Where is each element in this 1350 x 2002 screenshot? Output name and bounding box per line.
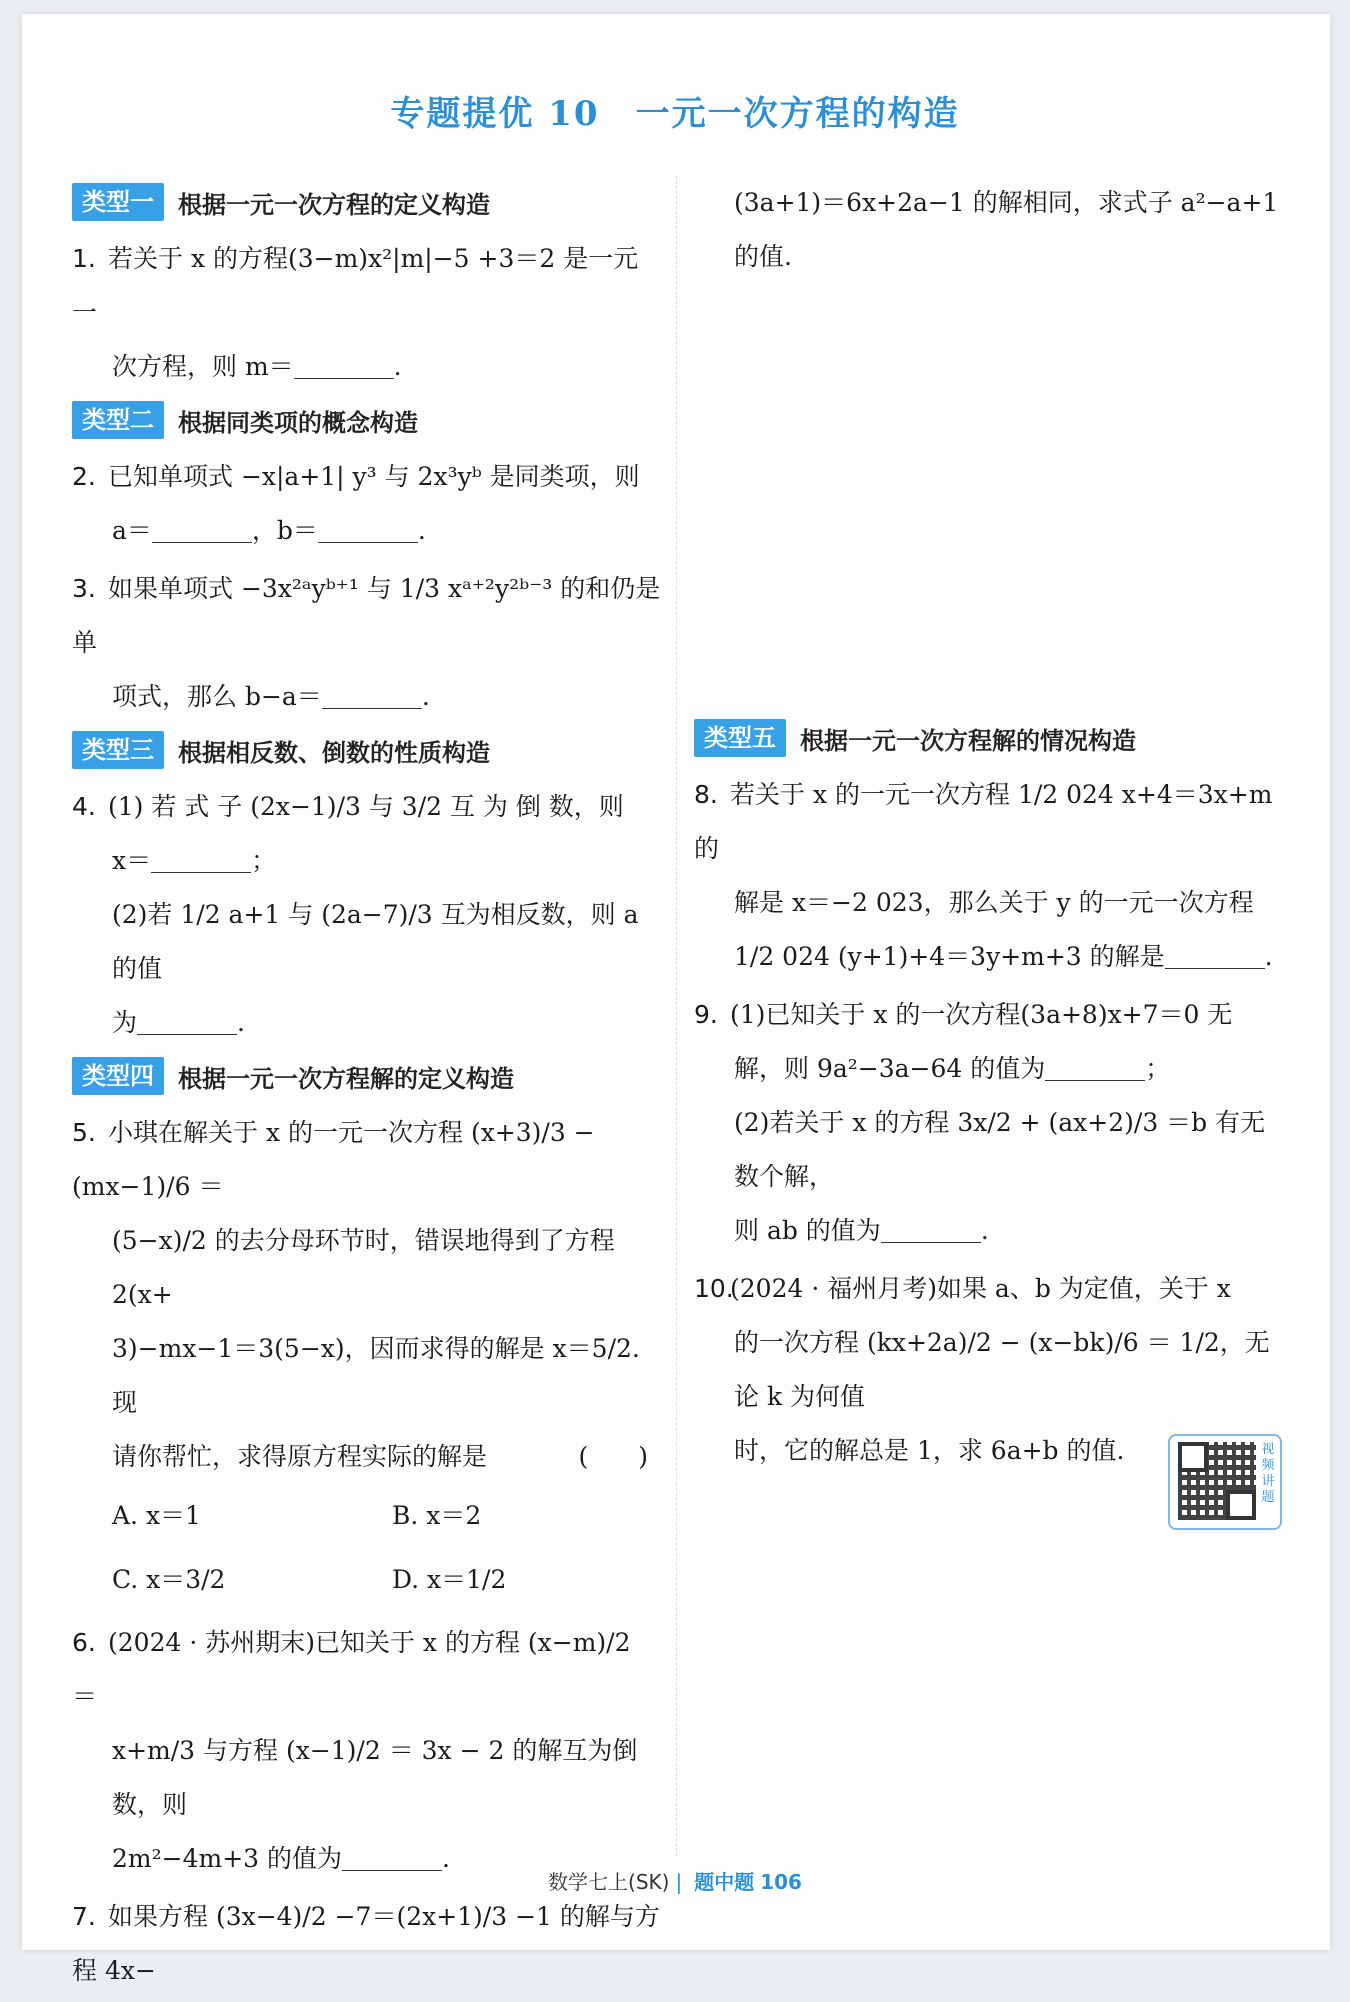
section-type1: [72, 182, 662, 222]
question-text: 时，它的解总是 1，求 6a+b 的值.: [734, 1436, 1125, 1465]
question-1: [72, 232, 662, 394]
footer-separator: |: [675, 1870, 683, 1894]
page-title: [0, 86, 1350, 135]
section-tag: 类型三: [72, 731, 164, 769]
section-title: 根据同类项的概念构造: [178, 408, 418, 437]
question-text: 2m²−4m+3 的值为: [112, 1844, 342, 1873]
punctuation: .: [393, 352, 402, 381]
option-c[interactable]: C. x＝3/2: [112, 1565, 226, 1594]
question-text: 若关于 x 的一元一次方程 1/2 024 x+4＝3x+m 的: [694, 780, 1273, 863]
question-number: 9.: [694, 1000, 718, 1029]
punctuation: .: [442, 1844, 450, 1873]
answer-blank[interactable]: [1165, 942, 1265, 969]
question-text: x+m/3 与方程 (x−1)/2 ＝ 3x − 2 的解互为倒数，则: [112, 1736, 638, 1819]
answer-blank[interactable]: [322, 682, 422, 709]
question-number: 2.: [72, 462, 96, 491]
question-text: ，b＝: [251, 516, 318, 545]
page-number: 106: [760, 1870, 802, 1894]
question-text: 解是 x＝−2 023，那么关于 y 的一元一次方程: [734, 888, 1254, 917]
question-number: 10.: [694, 1274, 734, 1303]
section-title: 根据一元一次方程的定义构造: [178, 190, 490, 219]
question-number: 1.: [72, 244, 96, 273]
answer-blank[interactable]: [137, 1008, 237, 1035]
question-text: 请你帮忙，求得原方程实际的解是: [112, 1442, 488, 1471]
question-text: 为: [112, 1008, 138, 1037]
punctuation: .: [417, 516, 426, 545]
answer-blank[interactable]: [881, 1216, 981, 1243]
section-tag: 类型五: [694, 719, 786, 757]
punctuation: ；: [251, 846, 277, 875]
answer-blank[interactable]: [151, 846, 251, 873]
section-tag: 类型二: [72, 401, 164, 439]
question-7: [72, 1890, 662, 1998]
answer-blank[interactable]: [152, 516, 252, 543]
question-number: 4.: [72, 792, 96, 821]
question-number: 7.: [72, 1902, 96, 1931]
question-text: 3)−mx−1＝3(5−x)，因而求得的解是 x＝5/2.现: [112, 1334, 640, 1417]
question-2: [72, 450, 662, 558]
question-text: 若关于 x 的方程(3−m)x²|m|−5 +3＝2 是一元一: [72, 244, 639, 327]
question-9: [694, 988, 1284, 1258]
section-tag: 类型四: [72, 1057, 164, 1095]
question-text: (1)已知关于 x 的一次方程(3a+8)x+7＝0 无: [730, 1000, 1233, 1029]
question-text: 小琪在解关于 x 的一元一次方程 (x+3)/3 − (mx−1)/6 ＝: [72, 1118, 595, 1201]
punctuation: .: [980, 1216, 989, 1245]
left-column: [72, 176, 662, 2002]
option-b[interactable]: B. x＝2: [392, 1501, 482, 1530]
question-text: 的值.: [734, 242, 792, 271]
topic-number: 专题提优 10: [390, 94, 600, 134]
question-4: [72, 780, 662, 1050]
option-a[interactable]: A. x＝1: [112, 1501, 201, 1530]
question-text: (2)若 1/2 a+1 与 (2a−7)/3 互为相反数，则 a 的值: [112, 900, 639, 983]
section-type2: [72, 400, 662, 440]
book-title: 数学七上(SK): [548, 1870, 670, 1894]
section-tag: 类型一: [72, 183, 164, 221]
question-5: [72, 1106, 662, 1612]
option-d[interactable]: D. x＝1/2: [392, 1565, 507, 1594]
column-divider: [676, 176, 677, 1856]
punctuation: .: [421, 682, 430, 711]
question-6: [72, 1616, 662, 1886]
section-type3: [72, 730, 662, 770]
question-text: 则 ab 的值为: [734, 1216, 881, 1245]
question-text: (5−x)/2 的去分母环节时，错误地得到了方程2(x+: [112, 1226, 615, 1309]
question-text: 如果方程 (3x−4)/2 −7＝(2x+1)/3 −1 的解与方程 4x−: [72, 1902, 660, 1985]
question-text: 次方程，则 m＝: [112, 352, 294, 381]
question-text: 已知单项式 −x|a+1| y³ 与 2x³yᵇ 是同类项，则: [108, 462, 640, 491]
qr-code-icon: [1178, 1442, 1256, 1520]
question-text: (1) 若 式 子 (2x−1)/3 与 3/2 互 为 倒 数，则: [108, 792, 624, 821]
question-8: [694, 768, 1284, 984]
video-qr-badge[interactable]: [1168, 1434, 1282, 1530]
punctuation: .: [1264, 942, 1273, 971]
page-footer: [0, 1866, 1350, 1895]
question-text: 1/2 024 (y+1)+4＝3y+m+3 的解是: [734, 942, 1165, 971]
question-number: 6.: [72, 1628, 96, 1657]
right-column: [694, 176, 1284, 1482]
question-3: [72, 562, 662, 724]
answer-blank[interactable]: [294, 352, 394, 379]
punctuation: .: [237, 1008, 245, 1037]
question-text: (3a+1)＝6x+2a−1 的解相同，求式子 a²−a+1: [734, 188, 1279, 217]
section-type4: [72, 1056, 662, 1096]
question-text: 解，则 9a²−3a−64 的值为: [734, 1054, 1046, 1083]
question-number: 3.: [72, 574, 96, 603]
question-number: 8.: [694, 780, 718, 809]
question-text: (2024 · 苏州期末)已知关于 x 的方程 (x−m)/2 ＝: [72, 1628, 631, 1711]
question-text: (2024 · 福州月考)如果 a、b 为定值，关于 x: [730, 1274, 1231, 1303]
brand-name: 题中题: [694, 1870, 755, 1894]
question-number: 5.: [72, 1118, 96, 1147]
answer-paren[interactable]: ( ): [578, 1442, 648, 1471]
section-title: 根据相反数、倒数的性质构造: [178, 738, 490, 767]
question-text: (2)若关于 x 的方程 3x/2 + (ax+2)/3 ＝b 有无数个解，: [734, 1108, 1266, 1191]
punctuation: ；: [1145, 1054, 1171, 1083]
question-text: 项式，那么 b−a＝: [112, 682, 322, 711]
question-text: a＝: [112, 516, 152, 545]
answer-blank[interactable]: [1045, 1054, 1145, 1081]
question-text: 的一次方程 (kx+2a)/2 − (x−bk)/6 ＝ 1/2，无论 k 为何值: [734, 1328, 1270, 1411]
question-text: 如果单项式 −3x²ᵃyᵇ⁺¹ 与 1/3 xᵃ⁺²y²ᵇ⁻³ 的和仍是单: [72, 574, 661, 657]
section-title: 根据一元一次方程解的情况构造: [800, 726, 1136, 755]
qr-label: 视频讲题: [1261, 1442, 1275, 1505]
options: [72, 1484, 662, 1612]
question-text: x＝: [112, 846, 152, 875]
section-title: 根据一元一次方程解的定义构造: [178, 1064, 514, 1093]
section-type5: [694, 718, 1284, 758]
question-7-continued: [694, 176, 1284, 284]
answer-blank[interactable]: [318, 516, 418, 543]
topic-text: 一元一次方程的构造: [635, 94, 960, 134]
answer-space: [694, 288, 1284, 712]
